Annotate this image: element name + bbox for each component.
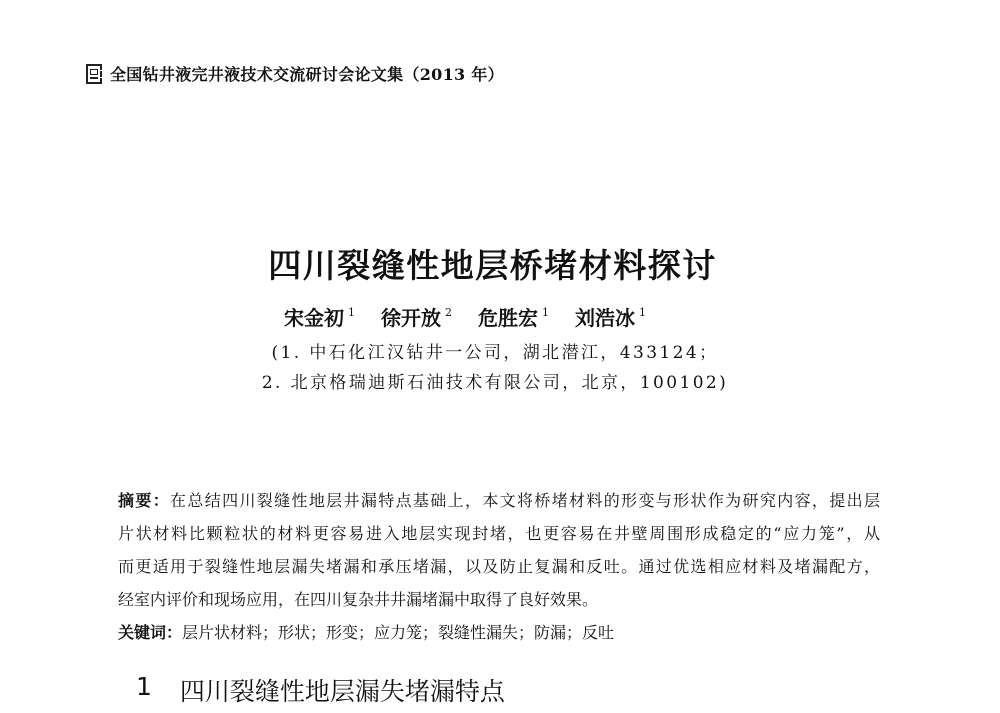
author-affiliation-mark: 1	[542, 306, 549, 319]
author-affiliation-mark: 1	[348, 306, 355, 319]
author	[478, 302, 549, 331]
header-text: 全国钻井液完井液技术交流研讨会论文集（2013 年）	[110, 65, 504, 84]
abstract-line: 经室内评价和现场应用，在四川复杂井井漏堵漏中取得了良好效果。	[118, 590, 599, 609]
keywords-label: 关键词：	[118, 623, 183, 642]
section-title: 四川裂缝性地层漏失堵漏特点	[179, 677, 505, 706]
author-list	[284, 302, 646, 331]
author	[284, 302, 355, 331]
abstract-line	[118, 484, 880, 517]
author-name: 宋金初	[284, 306, 344, 330]
abstract-text: 在总结四川裂缝性地层井漏特点基础上，本文将桥堵材料的形变与形状作为研究内容，提出层	[170, 491, 880, 510]
section-heading	[136, 672, 505, 708]
affiliation-line: 2. 北京格瑞迪斯石油技术有限公司，北京，100102)	[261, 373, 729, 393]
abstract-label: 摘要：	[118, 491, 171, 510]
paper-title: 四川裂缝性地层桥堵材料探讨	[268, 246, 717, 285]
author-name: 徐开放	[381, 306, 441, 330]
section-number: 1	[136, 672, 152, 701]
author-name: 刘浩冰	[575, 306, 635, 330]
author-affiliation-mark: 1	[639, 306, 646, 319]
running-header	[86, 62, 504, 85]
keywords-line	[118, 616, 880, 649]
author-name: 危胜宏	[478, 306, 538, 330]
abstract-line: 而更适用于裂缝性地层漏失堵漏和承压堵漏，以及防止复漏和反吐。通过优选相应材料及堵漏配方，	[118, 557, 880, 576]
affiliation-line: (1. 中石化江汉钻井一公司，湖北潜江，433124；	[271, 343, 719, 363]
author	[381, 302, 452, 331]
abstract-line: 片状材料比颗粒状的材料更容易进入地层实现封堵，也更容易在井壁周围形成稳定的“应力笼”，从	[118, 524, 880, 543]
keywords-text: 层片状材料；形状；形变；应力笼；裂缝性漏失；防漏；反吐	[182, 623, 615, 642]
page-marker-icon	[86, 64, 102, 84]
author	[575, 302, 646, 331]
author-affiliation-mark: 2	[445, 306, 452, 319]
abstract-block	[118, 484, 880, 649]
